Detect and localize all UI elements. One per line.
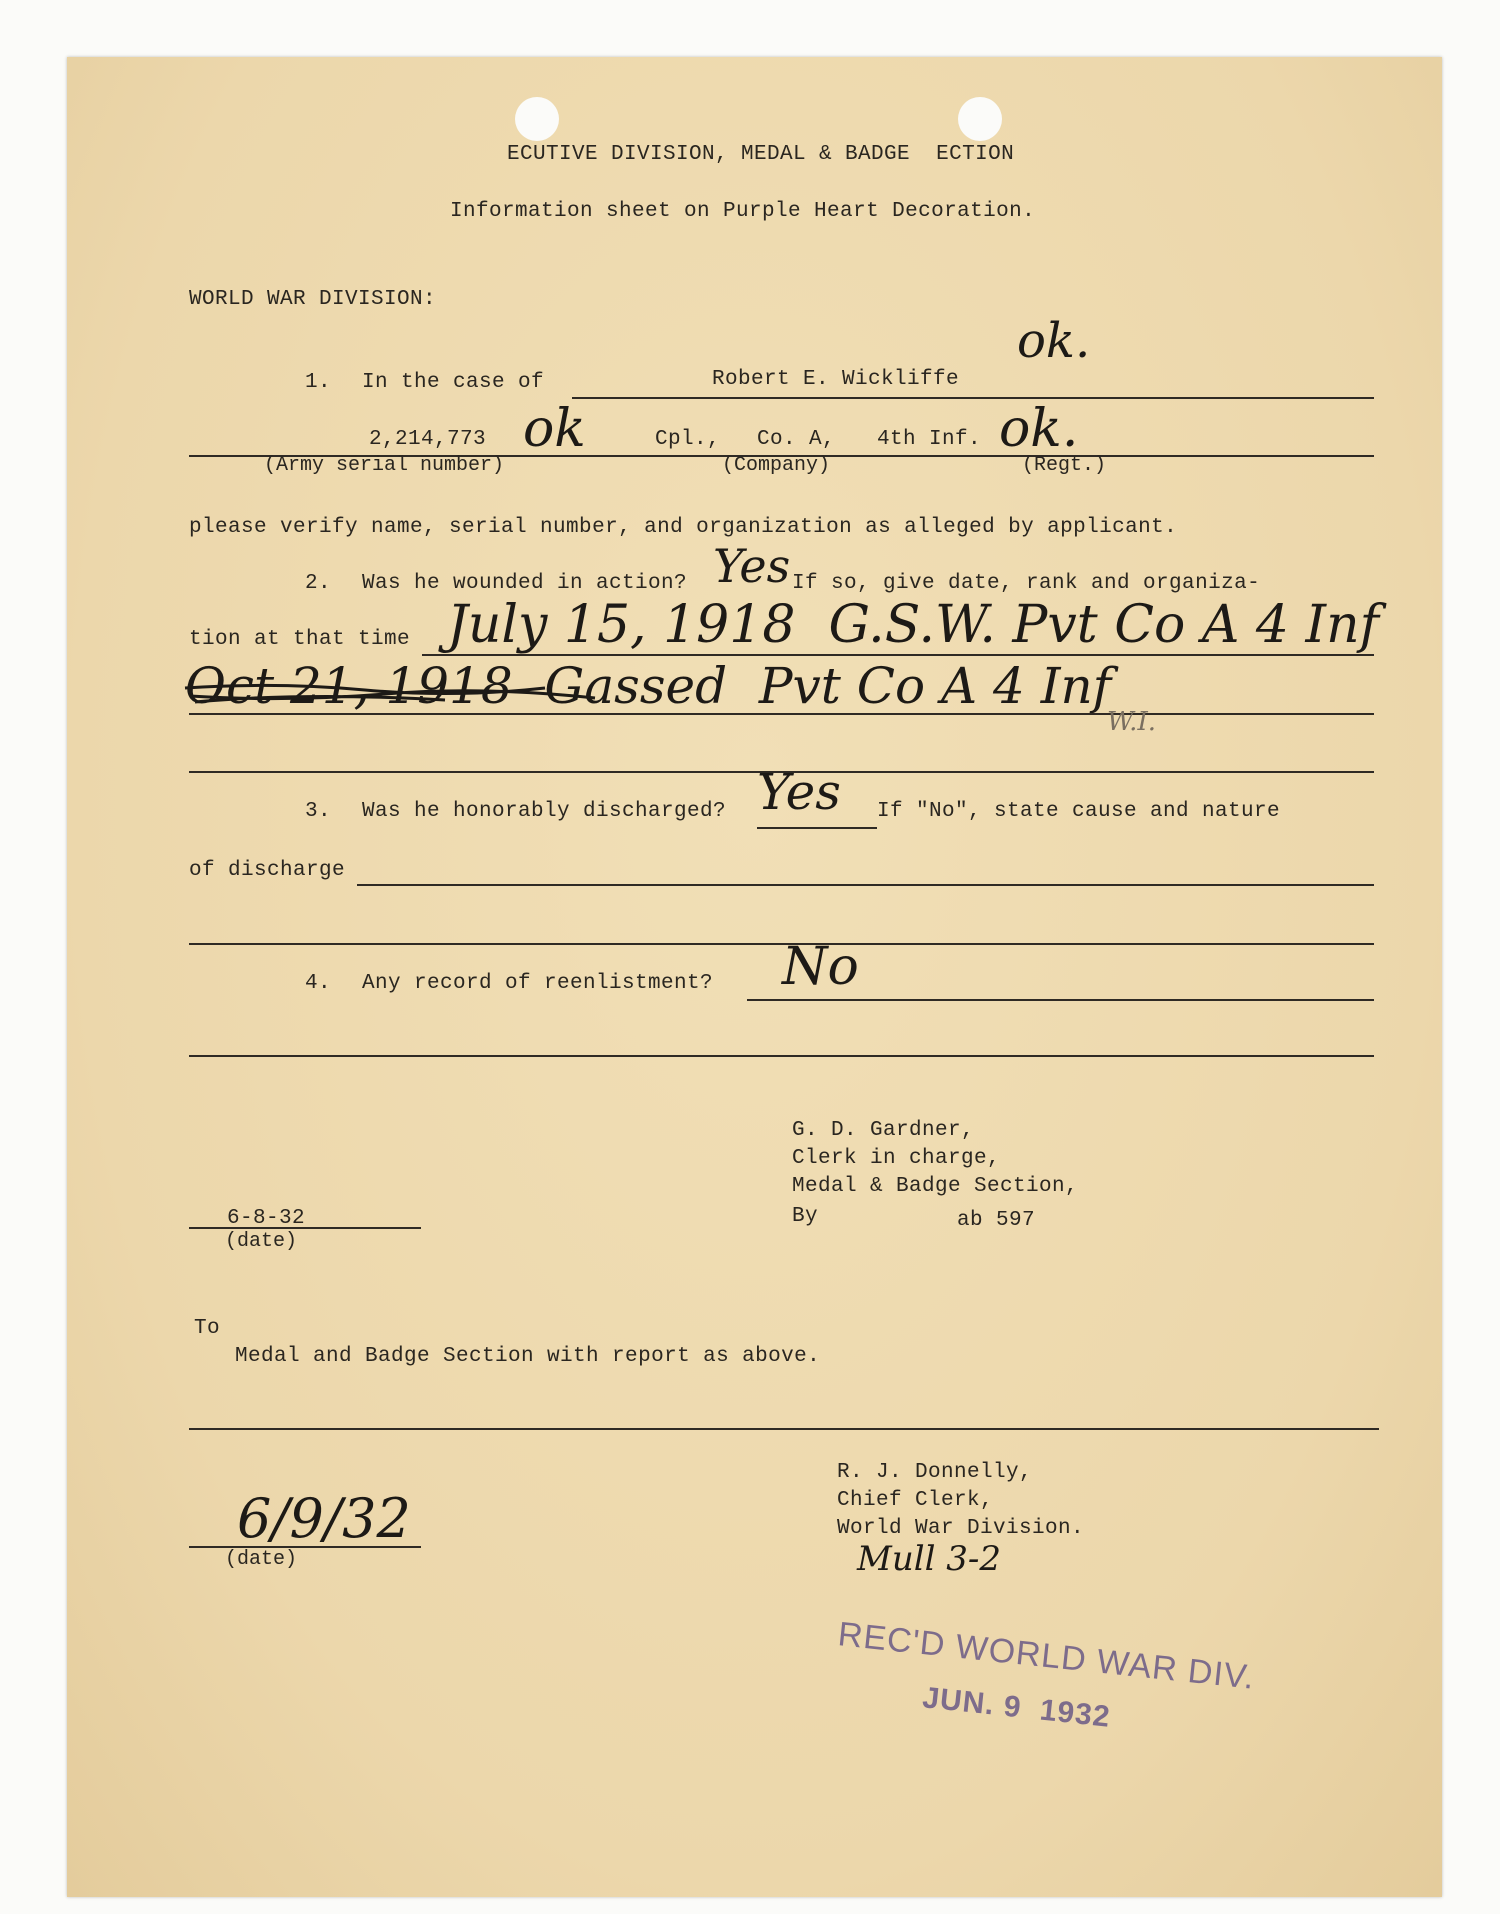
handwritten-initials: W.I. (1107, 707, 1156, 737)
reenlistment-line-2 (189, 1055, 1374, 1057)
routing-line (189, 1428, 1379, 1430)
document-page (67, 57, 1442, 1897)
regiment: 4th Inf. (877, 428, 982, 451)
handwritten-wound-record: July 15, 1918 G.S.W. Pvt Co A 4 Inf (447, 595, 1379, 655)
item2-question: Was he wounded in action? (362, 572, 688, 595)
handwritten-ok: ok (523, 399, 586, 459)
discharge-answer-line (757, 827, 877, 829)
header-title: ECUTIVE DIVISION, MEDAL & BADGE ECTION (507, 143, 1015, 166)
discharge-line-1 (357, 884, 1374, 886)
date-label: (date) (225, 1548, 298, 1571)
handwritten-date: 6/9/32 (237, 1487, 411, 1550)
handwritten-initials: Mull 3-2 (857, 1539, 1002, 1579)
punch-hole (515, 97, 559, 141)
routing-text: Medal and Badge Section with report as above. (235, 1345, 821, 1368)
item3-question: Was he honorably discharged? (362, 800, 727, 823)
item3-instruction: If "No", state cause and nature (877, 800, 1281, 823)
item3-number: 3. (305, 800, 332, 823)
punch-hole (958, 97, 1002, 141)
date-label: (date) (225, 1230, 298, 1253)
company-label: (Company) (722, 454, 831, 477)
routing-to: To (194, 1317, 221, 1340)
handwritten-answer: Yes (713, 539, 791, 593)
strikethrough-mark (185, 680, 605, 710)
signatory-section: Medal & Badge Section, (792, 1175, 1079, 1198)
item1-continuation: please verify name, serial number, and organization as alleged by applicant. (189, 516, 1178, 539)
signatory-by: By (792, 1205, 819, 1228)
item4-number: 4. (305, 972, 332, 995)
signatory-title: Clerk in charge, (792, 1147, 1001, 1170)
item1-number: 1. (305, 371, 332, 394)
reference-code: ab 597 (957, 1209, 1036, 1232)
header-subtitle: Information sheet on Purple Heart Decoration. (450, 200, 1036, 223)
handwritten-ok: ok. (999, 399, 1079, 459)
regt-label: (Regt.) (1022, 454, 1107, 477)
item2-number: 2. (305, 572, 332, 595)
company: Co. A, (757, 428, 836, 451)
item1-text: In the case of (362, 371, 545, 394)
received-stamp: REC'D WORLD WAR DIV. (836, 1615, 1257, 1697)
item2-instruction: If so, give date, rank and organiza- (792, 572, 1261, 595)
handwritten-answer: No (782, 937, 859, 997)
reenlistment-line (747, 999, 1374, 1001)
serial-number: 2,214,773 (369, 428, 487, 451)
name-line (572, 397, 1374, 399)
stamp-date: JUN. 9 1932 (920, 1681, 1113, 1734)
signatory-name: G. D. Gardner, (792, 1119, 975, 1142)
handwritten-struck-record: Oct 21, 1918 Gassed Pvt Co A 4 Inf (185, 657, 1112, 715)
applicant-name: Robert E. Wickliffe (712, 368, 960, 391)
item2-instruction-cont: tion at that time (189, 628, 411, 651)
serial-label: (Army serial number) (264, 454, 505, 477)
item3-instruction-cont: of discharge (189, 859, 346, 882)
handwritten-ok: ok. (1017, 313, 1091, 369)
wound-line-2 (189, 713, 1374, 715)
date-line (189, 1546, 421, 1548)
chief-clerk-title: Chief Clerk, (837, 1489, 994, 1512)
item4-question: Any record of reenlistment? (362, 972, 714, 995)
handwritten-answer: Yes (757, 763, 841, 821)
section-label: WORLD WAR DIVISION: (189, 288, 437, 311)
chief-clerk-division: World War Division. (837, 1517, 1085, 1540)
date-line (189, 1227, 421, 1229)
rank: Cpl., (655, 428, 721, 451)
chief-clerk-name: R. J. Donnelly, (837, 1461, 1033, 1484)
date-value: 6-8-32 (227, 1207, 306, 1230)
